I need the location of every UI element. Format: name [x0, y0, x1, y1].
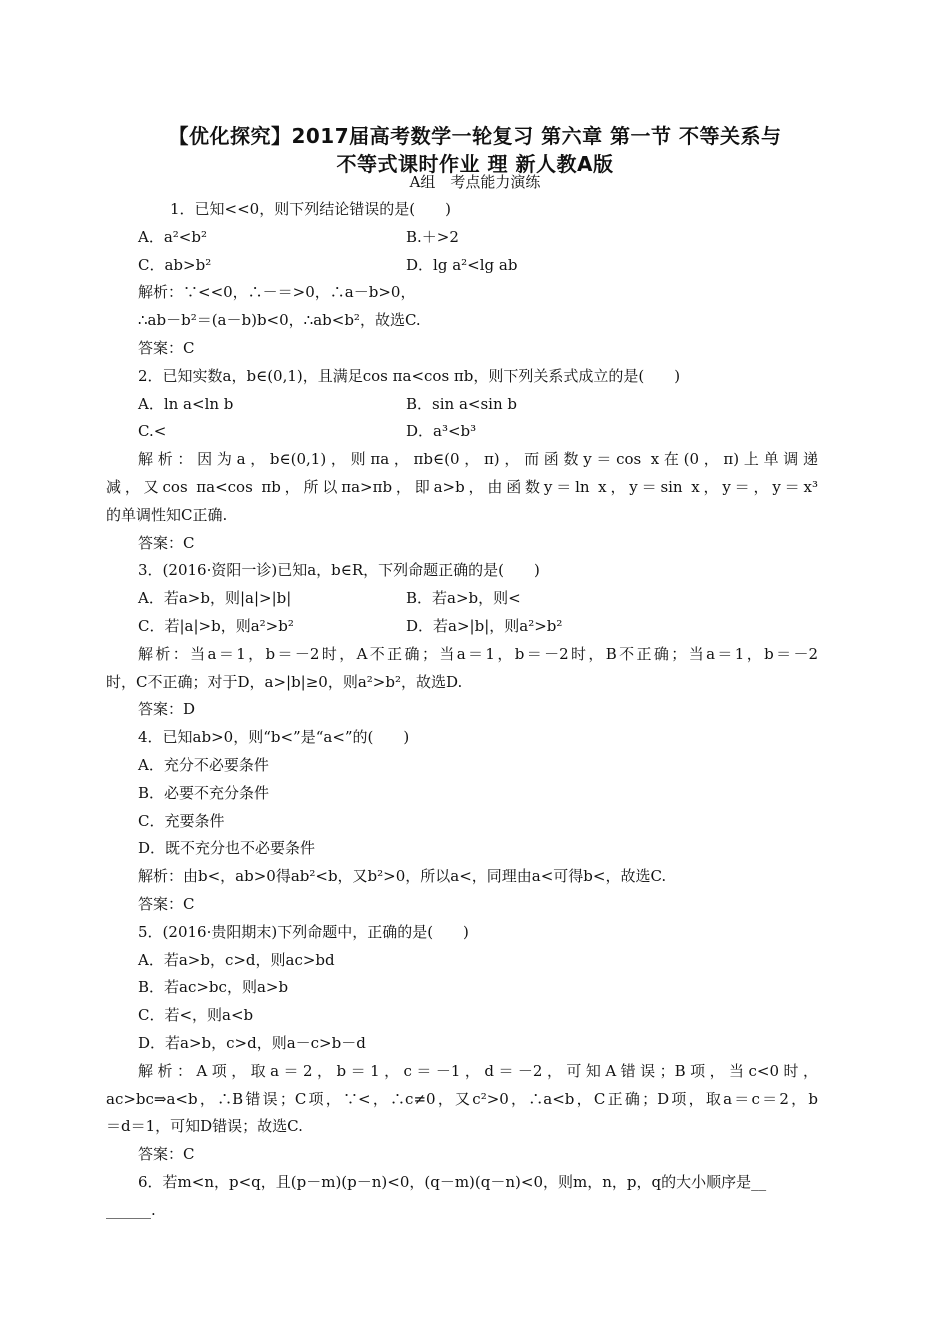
q3-option-b: B．若a>b，则<	[406, 589, 521, 608]
q3-answer: 答案：D	[138, 700, 196, 719]
q1-answer: 答案：C	[138, 338, 195, 357]
q2-options-cd	[138, 418, 818, 446]
q1-option-d: D．lg a²<lg ab	[406, 255, 518, 274]
q3-option-d: D．若a>|b|，则a²>b²	[406, 616, 563, 635]
q1-option-b: B.＋>2	[406, 227, 459, 246]
q4-answer: 答案：C	[138, 894, 195, 913]
q5-option-b: B．若ac>bc，则a>b	[138, 978, 289, 997]
q3-solution-2: 时，C不正确；对于D，a>|b|≥0，则a²>b²，故选D.	[106, 672, 463, 691]
document-title	[120, 122, 830, 178]
q2-solution-2: 减，又cos πa<cos πb，所以πa>πb，即a>b，由函数y＝ln x，y＝sin x，y＝，y＝x³	[106, 477, 818, 496]
q2-solution-3: 的单调性知C正确.	[106, 505, 228, 524]
q2-answer: 答案：C	[138, 533, 195, 552]
title-line-1: 【优化探究】2017届高考数学一轮复习 第六章 第一节 不等关系与	[168, 124, 782, 148]
q6-answer-blank: ______.	[106, 1200, 156, 1219]
q3-options-ab	[138, 585, 818, 613]
q5-solution-2: ac>bc⇒a<b，∴B错误；C项，∵<，∴c≠0，又c²>0，∴a<b，C正确；D项，取a＝c＝2，b	[106, 1089, 818, 1108]
q4-option-c: C．充要条件	[138, 811, 225, 830]
q3-option-c: C．若|a|>b，则a²>b²	[138, 616, 294, 635]
q2-stem: 2．已知实数a，b∈(0,1)，且满足cos πa<cos πb，则下列关系式成立的是( )	[138, 366, 681, 385]
q1-stem: 1．已知<<0，则下列结论错误的是( )	[170, 200, 451, 218]
q5-solution-3: ＝d＝1，可知D错误；故选C.	[106, 1117, 303, 1136]
q4-option-b: B．必要不充分条件	[138, 783, 270, 802]
q5-option-d: D．若a>b，c>d，则a－c>b－d	[138, 1033, 366, 1052]
q5-option-a: A．若a>b，c>d，则ac>bd	[138, 950, 335, 969]
q5-solution-1: 解析：A项，取a＝2，b＝1，c＝－1，d＝－2，可知A错误；B项，当c<0时，	[138, 1061, 818, 1080]
section-heading: A组 考点能力演练	[409, 173, 541, 191]
q6-stem: 6．若m<n，p<q，且(p－m)(p－n)<0，(q－m)(q－n)<0，则m，n，p，q的大小顺序是__	[138, 1172, 767, 1191]
q3-stem: 3．(2016·资阳一诊)已知a，b∈R，下列命题正确的是( )	[138, 561, 540, 580]
q4-stem: 4．已知ab>0，则“b<”是“a<”的( )	[138, 728, 410, 747]
q1-solution-2: ∴ab－b²＝(a－b)b<0，∴ab<b²，故选C.	[138, 311, 421, 330]
q1-option-a: A．a²<b²	[138, 227, 207, 246]
q5-stem: 5．(2016·贵阳期末)下列命题中，正确的是( )	[138, 922, 469, 941]
q1-solution-1: 解析：∵<<0，∴－＝>0，∴a－b>0，	[138, 283, 416, 302]
q3-solution-1: 解析：当a＝1，b＝－2时，A不正确；当a＝1，b＝－2时，B不正确；当a＝1，b＝－2	[138, 644, 818, 663]
q4-solution-1: 解析：由b<，ab>0得ab²<b，又b²>0，所以a<，同理由a<可得b<，故选C.	[138, 867, 667, 886]
title-line-2: 不等式课时作业 理 新人教A版	[336, 152, 614, 176]
q4-option-a: A．充分不必要条件	[138, 755, 269, 774]
q2-option-a: A．ln a<ln b	[138, 394, 234, 413]
q2-option-b: B．sin a<sin b	[406, 394, 517, 413]
q3-options-cd	[138, 613, 818, 641]
q1-options-ab	[138, 224, 818, 252]
q2-options-ab	[138, 391, 818, 419]
q2-solution-1: 解析：因为a，b∈(0,1)，则πa，πb∈(0，π)，而函数y＝cos x在(0，π)上单调递	[138, 450, 818, 469]
q2-option-d: D．a³<b³	[406, 422, 477, 441]
q1-options-cd	[138, 252, 818, 280]
q5-option-c: C．若<，则a<b	[138, 1006, 254, 1025]
q5-answer: 答案：C	[138, 1145, 195, 1164]
q1-option-c: C．ab>b²	[138, 255, 212, 274]
question-list	[106, 196, 818, 1224]
q3-option-a: A．若a>b，则|a|>|b|	[138, 589, 292, 608]
q4-option-d: D．既不充分也不必要条件	[138, 839, 316, 858]
q2-option-c: C.<	[138, 422, 167, 441]
